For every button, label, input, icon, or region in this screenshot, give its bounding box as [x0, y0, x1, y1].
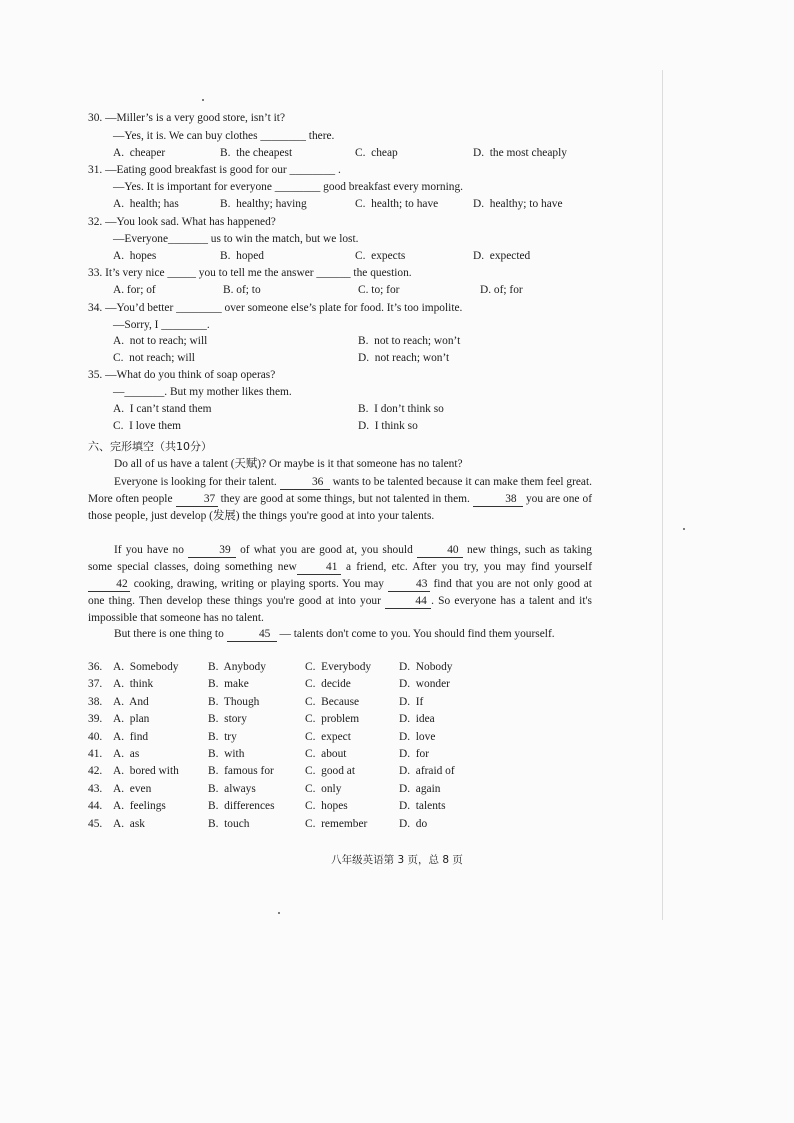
cloze-option-b: B. always	[208, 782, 256, 795]
option-30d: D. the most cheaply	[473, 147, 567, 159]
blank-43[interactable]: 43	[388, 578, 430, 592]
cloze-option-number: 45.	[88, 817, 103, 830]
cloze-option-number: 36.	[88, 661, 103, 673]
option-31b: B. healthy; having	[220, 198, 307, 210]
cloze-option-a: A. feelings	[113, 800, 166, 813]
blank-38[interactable]: 38	[473, 493, 523, 507]
cloze-option-b: B. Anybody	[208, 661, 266, 673]
cloze-option-c: C. problem	[305, 713, 360, 726]
cloze-option-d: D. talents	[399, 800, 446, 813]
option-35b: B. I don’t think so	[358, 403, 444, 415]
question-32: 32. —You look sad. What has happened?	[88, 216, 276, 228]
cloze-option-a: A. find	[113, 730, 149, 743]
cloze-option-c: C. hopes	[305, 800, 348, 813]
cloze-option-a: A. as	[113, 748, 140, 760]
option-32b: B. hoped	[220, 250, 264, 262]
question-34: 34. —You’d better ________ over someone else’s plate for food. It’s too impolite.	[88, 302, 463, 314]
cloze-option-b: B. story	[208, 713, 247, 726]
cloze-option-c: C. only	[305, 782, 342, 795]
cloze-option-number: 41.	[88, 748, 103, 760]
question-35: 35. —What do you think of soap operas?	[88, 369, 276, 381]
question-30: 30. —Miller’s is a very good store, isn’t it?	[88, 112, 286, 124]
question-31-line2: —Yes. It is important for everyone ________ good breakfast every morning.	[113, 181, 463, 193]
cloze-option-a: A. bored with	[113, 765, 179, 778]
cloze-option-number: 44.	[88, 800, 103, 813]
cloze-option-d: D. for	[399, 748, 430, 760]
blank-42[interactable]: 42	[88, 578, 130, 592]
blank-39[interactable]: 39	[188, 544, 236, 558]
option-31a: A. health; has	[113, 198, 179, 210]
option-34c: C. not reach; will	[113, 352, 195, 364]
option-34d: D. not reach; won’t	[358, 352, 450, 364]
cloze-option-d: D. love	[399, 730, 436, 743]
cloze-option-a: A. ask	[113, 817, 145, 830]
scan-speck	[278, 912, 280, 914]
option-33c: C. to; for	[358, 284, 400, 296]
cloze-option-a: A. even	[113, 782, 152, 795]
scan-edge-line	[662, 70, 663, 920]
cloze-option-b: B. make	[208, 678, 249, 691]
cloze-option-number: 43.	[88, 782, 103, 795]
cloze-option-d: D. do	[399, 817, 428, 830]
cloze-option-b: B. try	[208, 730, 237, 743]
cloze-option-d: D. Nobody	[399, 661, 453, 673]
cloze-option-number: 38.	[88, 695, 103, 708]
option-33d: D. of; for	[480, 284, 523, 296]
cloze-option-d: D. afraid of	[399, 765, 455, 778]
blank-41[interactable]: 41	[297, 561, 341, 575]
cloze-paragraph-2: Everyone is looking for their talent. 36 wants to be talented because it can make them feel great. More often people 37 they are good at some things, but not talented in them. 38 you are one of those people, just develop (发展) the things you're good at into your talents.	[88, 476, 592, 522]
question-35-line2: —_______. But my mother likes them.	[113, 386, 292, 398]
cloze-option-a: A. think	[113, 678, 154, 691]
page-footer: 八年级英语第 3 页，总 8 页	[331, 854, 463, 866]
cloze-option-a: A. And	[113, 695, 149, 708]
cloze-option-d: D. If	[399, 695, 424, 708]
blank-40[interactable]: 40	[417, 544, 463, 558]
cloze-option-c: C. remember	[305, 817, 368, 830]
blank-37[interactable]: 37	[176, 493, 218, 507]
cloze-option-a: A. plan	[113, 713, 150, 726]
option-32d: D. expected	[473, 250, 531, 262]
cloze-paragraph-3: If you have no 39 of what you are good at, you should 40 new things, such as taking some special classes, doing something new 41 a friend, etc. After you try, you may find yourself 42 cooking, drawing, writing or playing sports. You may 43 find that you are not only good at one thing. Then develop these things you're good at into your 44 . So everyone has a talent and it's impossible that someone has no talent.	[88, 544, 592, 624]
option-35a: A. I can’t stand them	[113, 403, 212, 415]
cloze-option-number: 42.	[88, 765, 103, 778]
question-33: 33. It’s very nice _____ you to tell me the answer ______ the question.	[88, 267, 412, 279]
cloze-option-c: C. Everybody	[305, 661, 372, 673]
blank-36[interactable]: 36	[280, 476, 330, 490]
cloze-option-c: C. decide	[305, 678, 351, 691]
cloze-option-c: C. expect	[305, 730, 351, 743]
option-32c: C. expects	[355, 250, 406, 262]
cloze-option-b: B. famous for	[208, 765, 274, 778]
cloze-option-c: C. about	[305, 748, 347, 760]
cloze-option-number: 40.	[88, 730, 103, 743]
option-35c: C. I love them	[113, 420, 182, 432]
option-33b: B. of; to	[223, 284, 261, 296]
option-30c: C. cheap	[355, 147, 398, 159]
option-32a: A. hopes	[113, 250, 157, 262]
option-33a: A. for; of	[113, 284, 156, 296]
cloze-option-d: D. idea	[399, 713, 435, 726]
option-34a: A. not to reach; will	[113, 335, 208, 347]
cloze-paragraph-1: Do all of us have a talent (天赋)? Or maybe is it that someone has no talent?	[114, 458, 463, 470]
question-32-line2: —Everyone_______ us to win the match, but we lost.	[113, 233, 359, 245]
blank-45[interactable]: 45	[227, 628, 277, 642]
cloze-option-c: C. Because	[305, 695, 360, 708]
option-30b: B. the cheapest	[220, 147, 293, 159]
option-30a: A. cheaper	[113, 147, 166, 159]
cloze-option-b: B. Though	[208, 695, 260, 708]
cloze-option-b: B. with	[208, 748, 245, 760]
cloze-option-d: D. again	[399, 782, 441, 795]
cloze-option-c: C. good at	[305, 765, 355, 778]
cloze-option-d: D. wonder	[399, 678, 450, 691]
scan-speck	[202, 99, 204, 101]
cloze-option-number: 37.	[88, 678, 103, 691]
option-35d: D. I think so	[358, 420, 418, 432]
cloze-option-a: A. Somebody	[113, 661, 179, 673]
cloze-option-b: B. differences	[208, 800, 275, 813]
question-30-line2: —Yes, it is. We can buy clothes ________ there.	[113, 130, 335, 142]
cloze-option-number: 39.	[88, 713, 103, 726]
section-title: 六、完形填空（共10分）	[88, 440, 212, 453]
blank-44[interactable]: 44	[385, 595, 431, 609]
question-34-line2: —Sorry, I ________.	[113, 319, 210, 331]
question-31: 31. —Eating good breakfast is good for our ________ .	[88, 164, 341, 176]
option-31c: C. health; to have	[355, 198, 439, 210]
cloze-paragraph-4: But there is one thing to 45 — talents don't come to you. You should find them yourself.	[114, 628, 555, 640]
option-31d: D. healthy; to have	[473, 198, 563, 210]
cloze-option-b: B. touch	[208, 817, 250, 830]
scan-speck	[683, 528, 685, 530]
option-34b: B. not to reach; won’t	[358, 335, 461, 347]
